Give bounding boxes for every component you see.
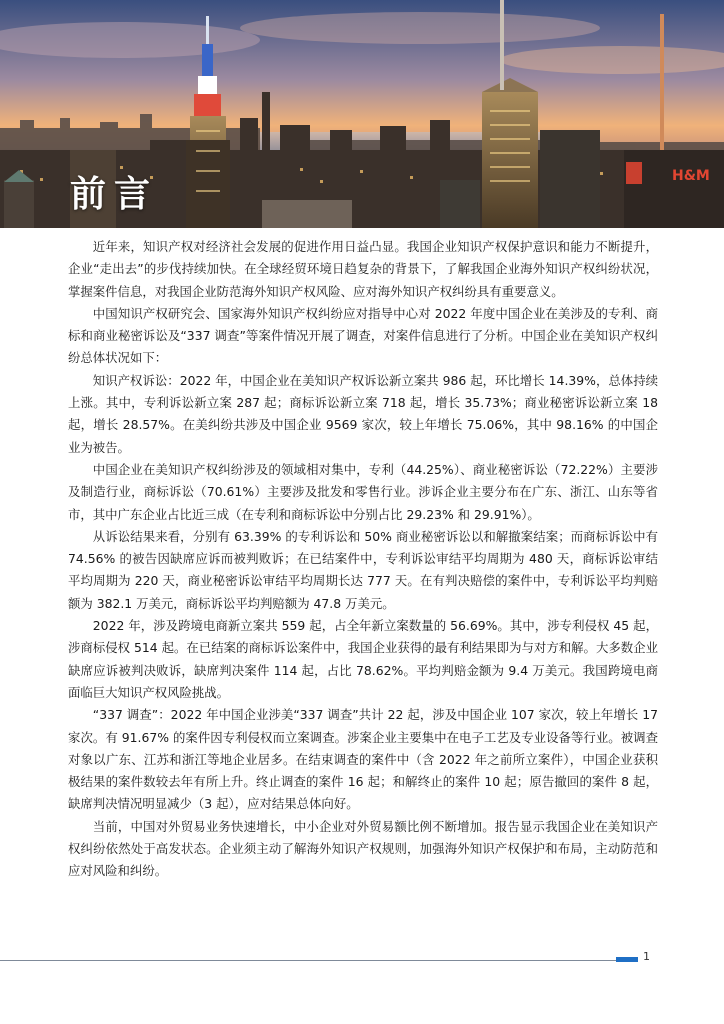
paragraph: 2022 年，涉及跨境电商新立案共 559 起，占全年新立案数量的 56.69%。其中，涉专利侵权 45 起，涉商标侵权 514 起。在已结案的商标诉讼案件中，我国企业获得的最有利结果即为与对方和解。大多数企业缺席应诉被判决败诉，缺席判决案件 114 起，占比 78.62%。平均判赔金额为 9.4 万美元。我国跨境电商面临巨大知识产权风险挑战。 — [68, 618, 658, 700]
page-number: 1 — [643, 950, 650, 963]
footer-accent-bar — [616, 957, 638, 962]
paragraph: 中国企业在美知识产权纠纷涉及的领域相对集中，专利（44.25%）、商业秘密诉讼（72.22%）主要涉及制造行业，商标诉讼（70.61%）主要涉及批发和零售行业。涉诉企业主要分布在广东、浙江、山东等省市，其中广东企业占比近三成（在专利和商标诉讼中分别占比 29.23% 和 29.91%）。 — [68, 461, 658, 522]
footer-divider — [0, 960, 618, 961]
paragraph: 近年来，知识产权对经济社会发展的促进作用日益凸显。我国企业知识产权保护意识和能力不断提升，企业“走出去”的步伐持续加快。在全球经贸环境日趋复杂的背景下，了解我国企业海外知识产权纠纷状况，掌握案件信息，对我国企业防范海外知识产权风险、应对海外知识产权纠纷具有重要意义。 — [68, 239, 658, 299]
hm-store-sign: H&M — [672, 168, 710, 184]
paragraph: “337 调查”：2022 年中国企业涉美“337 调查”共计 22 起，涉及中国企业 107 家次，较上年增长 17 家次。有 91.67% 的案件因专利侵权而立案调查。涉案企业主要集中在电子工艺及专业设备等行业。被调查对象以广东、江苏和浙江等地企业居多。在结束调查的案件中（含 2022 年之前所立案件），中国企业获积极结果的案件数较去年有所上升。终止调查的案件 16 起；和解终止的案件 10 起；原告撤回的案件 8 起，缺席判决情况明显减少（3 起），应对结果总体向好。 — [68, 707, 658, 812]
article-body — [68, 236, 658, 883]
paragraph: 知识产权诉讼：2022 年，中国企业在美知识产权诉讼新立案共 986 起，环比增长 14.39%，总体持续上涨。其中，专利诉讼新立案 287 起；商标诉讼新立案 718 起，增长 35.73%；商业秘密诉讼新立案 18 起，增长 28.57%。在美纠纷共涉及中国企业 9569 家次，较上年增长 75.06%，其中 98.16% 的中国企业为被告。 — [68, 372, 658, 455]
paragraph: 当前，中国对外贸易业务快速增长，中小企业对外贸易额比例不断增加。报告显示我国企业在美知识产权纠纷依然处于高发状态。企业须主动了解海外知识产权规则，加强海外知识产权保护和布局，主动防范和应对风险和纠纷。 — [68, 818, 658, 879]
page-title: 前言 — [70, 174, 159, 215]
paragraph: 从诉讼结果来看，分别有 63.39% 的专利诉讼和 50% 商业秘密诉讼以和解撤案结案；而商标诉讼中有 74.56% 的被告因缺席应诉而被判败诉；在已结案件中，专利诉讼审结平均周期为 480 天，商标诉讼审结平均周期为 220 天，商业秘密诉讼审结平均周期长达 777 天。在有判决赔偿的案件中，专利诉讼平均判赔额为 382.1 万美元，商标诉讼平均判赔额为 47.8 万美元。 — [68, 528, 658, 611]
cover-banner-photo — [0, 0, 724, 228]
paragraph: 中国知识产权研究会、国家海外知识产权纠纷应对指导中心对 2022 年度中国企业在美涉及的专利、商标和商业秘密诉讼及“337 调查”等案件情况开展了调查，对案件信息进行了分析。中国企业在美知识产权纠纷总体状况如下： — [68, 305, 658, 366]
